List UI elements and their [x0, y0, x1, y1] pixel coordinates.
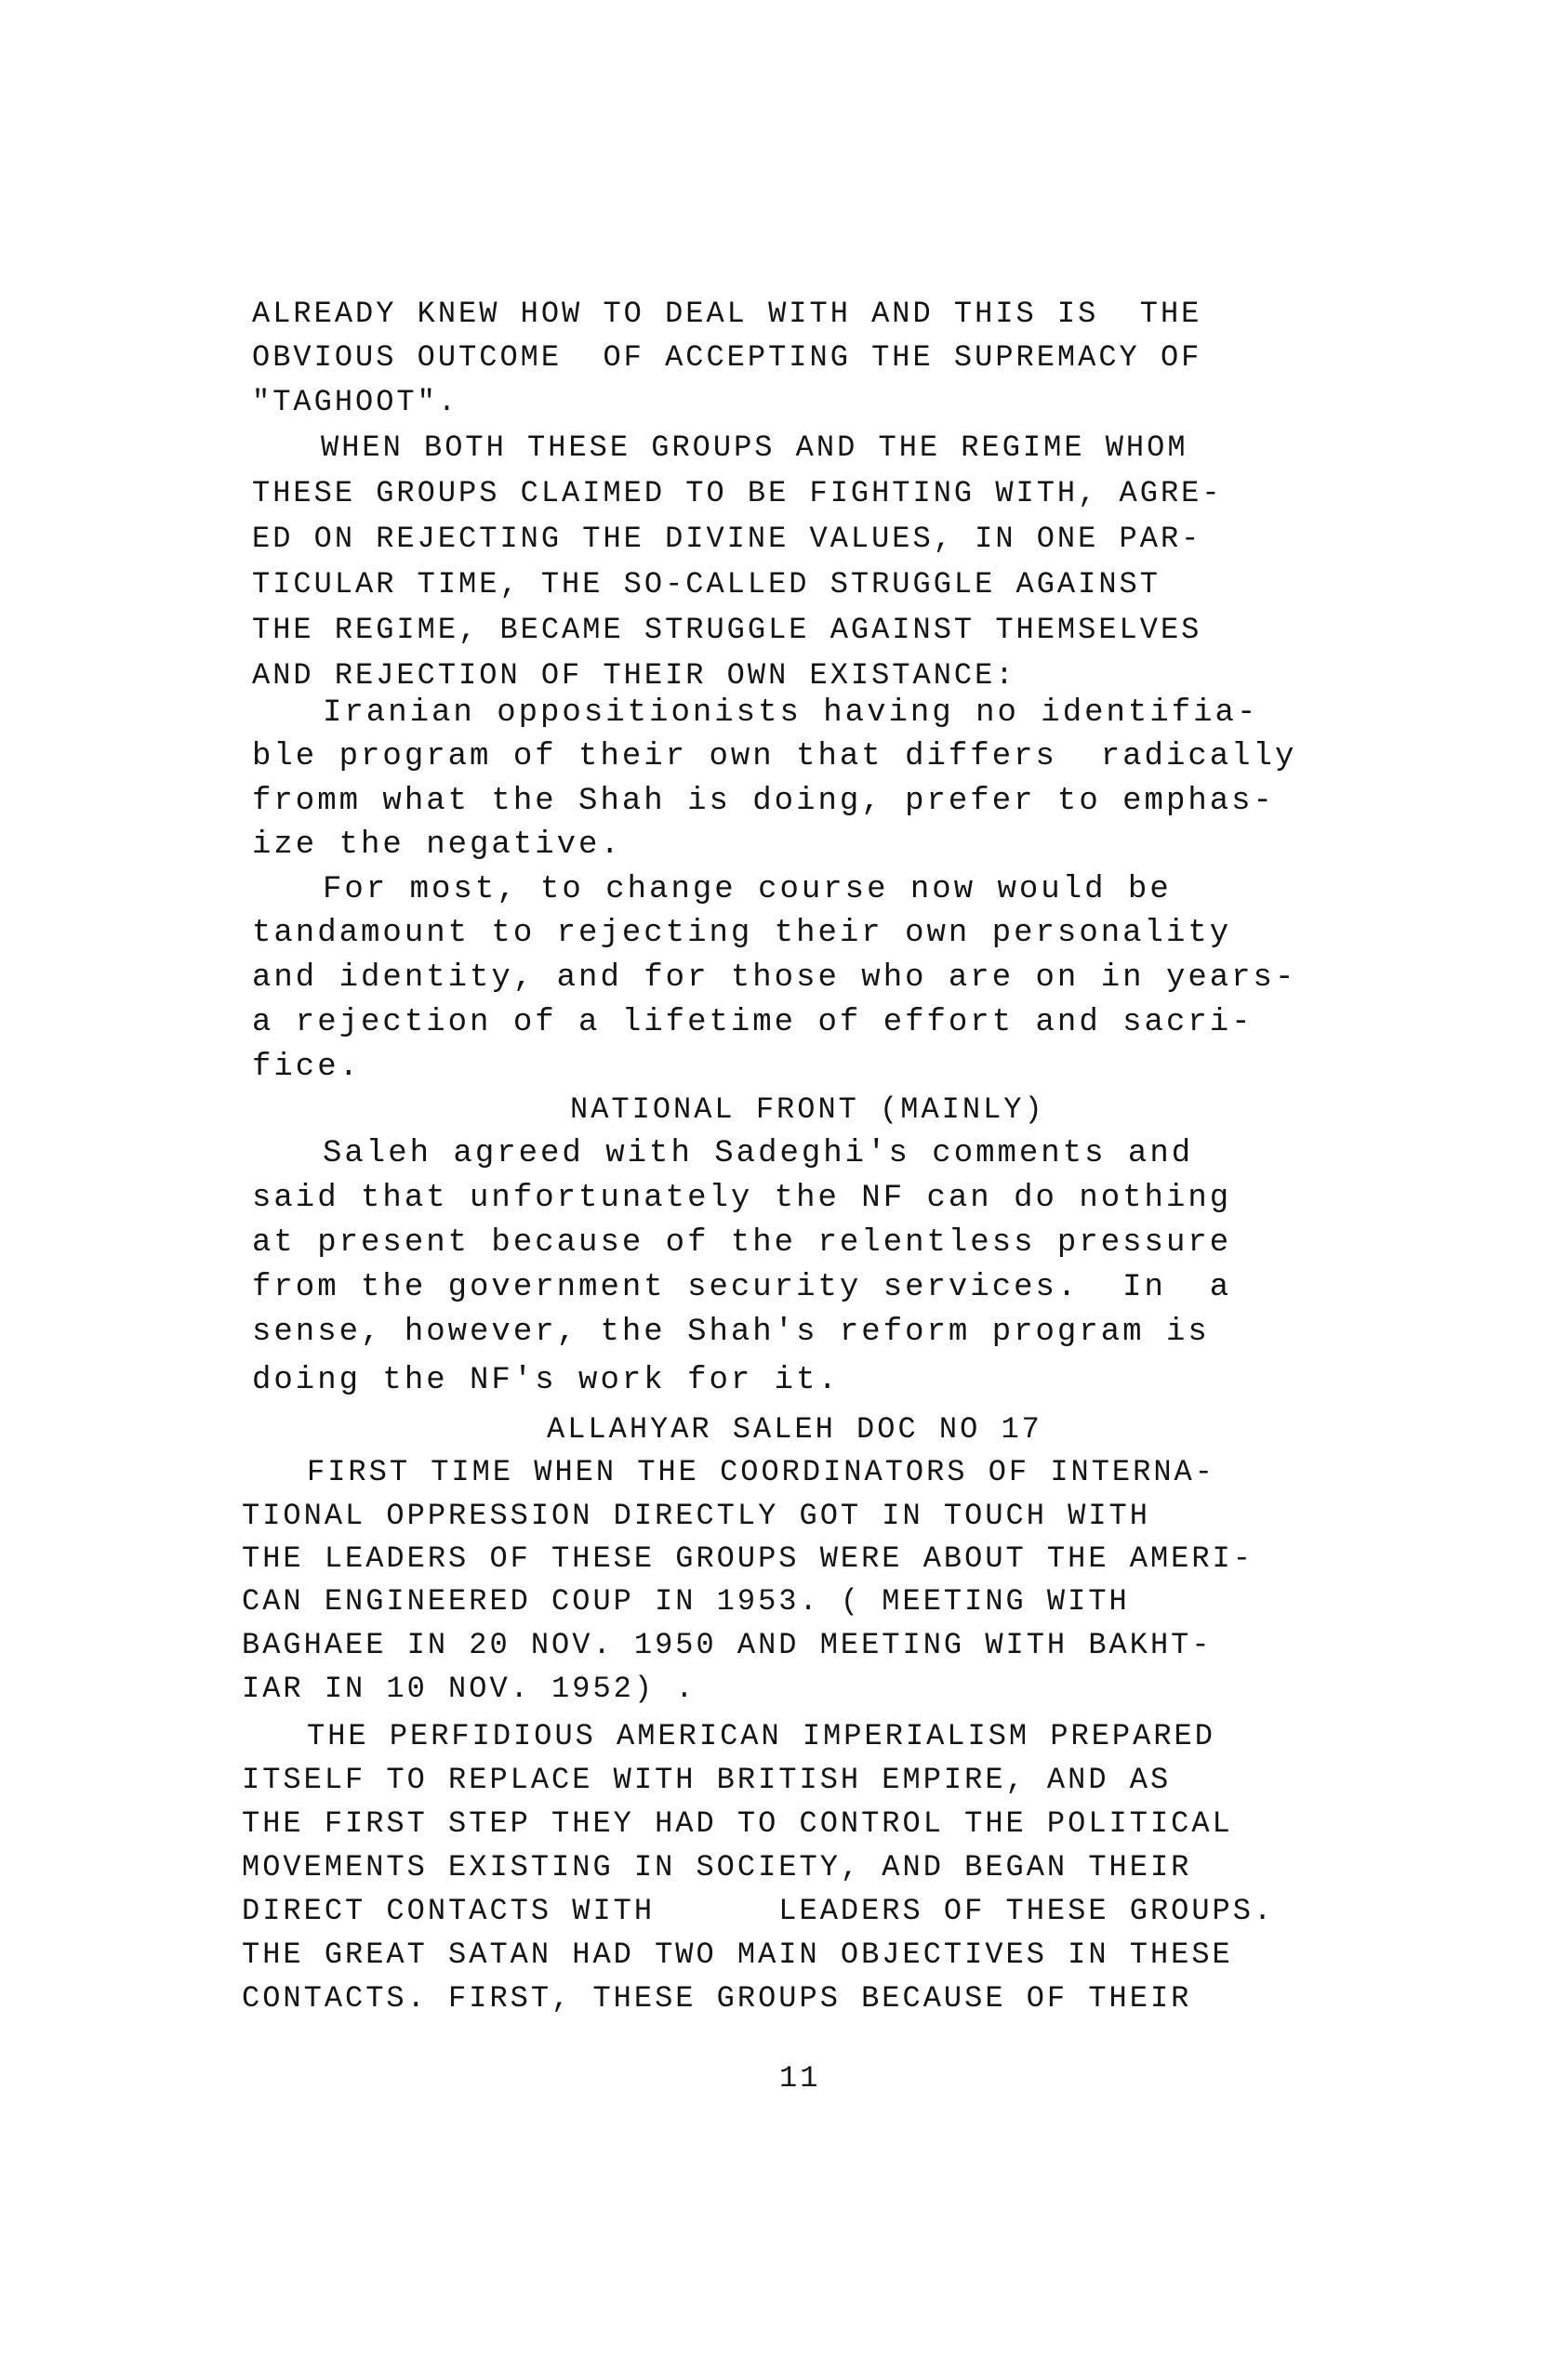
text-line: from the government security services. In a [252, 1270, 1232, 1305]
text-line: THE REGIME, BECAME STRUGGLE AGAINST THEMSELVES [252, 613, 1202, 647]
text-line: doing the NF's work for it. [252, 1363, 840, 1398]
text-line: ITSELF TO REPLACE WITH BRITISH EMPIRE, AND AS [242, 1763, 1172, 1797]
text-line: ED ON REJECTING THE DIVINE VALUES, IN ONE PAR- [252, 522, 1202, 556]
text-line: said that unfortunately the NF can do nothing [252, 1181, 1232, 1216]
page-number: 11 [779, 2061, 821, 2096]
text-line: sense, however, the Shah's reform program is [252, 1315, 1210, 1350]
text-line: ALREADY KNEW HOW TO DEAL WITH AND THIS IS THE [252, 297, 1202, 331]
text-line: a rejection of a lifetime of effort and sacri- [252, 1005, 1254, 1040]
text-line: Iranian oppositionists having no identifia- [323, 695, 1259, 731]
text-line: THE FIRST STEP THEY HAD TO CONTROL THE POLITICAL [242, 1806, 1233, 1841]
text-line: THE LEADERS OF THESE GROUPS WERE ABOUT THE AMERI- [242, 1541, 1254, 1576]
section-heading: NATIONAL FRONT (MAINLY) [570, 1092, 1045, 1127]
text-line: "TAGHOOT". [252, 385, 459, 419]
text-line: IAR IN 10 NOV. 1952) . [242, 1672, 697, 1706]
text-line: fromm what the Shah is doing, prefer to emphas- [252, 784, 1275, 819]
text-line: THESE GROUPS CLAIMED TO BE FIGHTING WITH, AGRE- [252, 476, 1223, 510]
text-line: tandamount to rejecting their own personality [252, 916, 1232, 951]
text-line: ble program of their own that differs radically [252, 739, 1297, 774]
text-line: AND REJECTION OF THEIR OWN EXISTANCE: [252, 658, 1016, 693]
text-line: WHEN BOTH THESE GROUPS AND THE REGIME WHOM [321, 430, 1188, 465]
text-line: TIONAL OPPRESSION DIRECTLY GOT IN TOUCH WITH [242, 1499, 1150, 1533]
text-line: MOVEMENTS EXISTING IN SOCIETY, AND BEGAN THEIR [242, 1850, 1192, 1884]
text-line: CONTACTS. FIRST, THESE GROUPS BECAUSE OF THEIR [242, 1981, 1192, 2016]
text-line: CAN ENGINEERED COUP IN 1953. ( MEETING WITH [242, 1584, 1130, 1619]
text-line: THE PERFIDIOUS AMERICAN IMPERIALISM PREPARED [307, 1719, 1215, 1753]
text-line: DIRECT CONTACTS WITH LEADERS OF THESE GROUPS. [242, 1894, 1275, 1928]
text-line: FIRST TIME WHEN THE COORDINATORS OF INTERNA- [307, 1455, 1215, 1489]
text-line: OBVIOUS OUTCOME OF ACCEPTING THE SUPREMACY OF [252, 340, 1202, 375]
text-line: TICULAR TIME, THE SO-CALLED STRUGGLE AGAINST [252, 567, 1161, 602]
text-line: BAGHAEE IN 20 NOV. 1950 AND MEETING WITH BAKHT- [242, 1628, 1213, 1662]
section-heading: ALLAHYAR SALEH DOC NO 17 [547, 1412, 1042, 1447]
text-line: and identity, and for those who are on in years- [252, 960, 1297, 996]
text-line: Saleh agreed with Sadeghi's comments and [323, 1136, 1194, 1171]
text-line: THE GREAT SATAN HAD TWO MAIN OBJECTIVES IN THESE [242, 1937, 1233, 1972]
text-line: at present because of the relentless pressure [252, 1225, 1232, 1261]
text-line: fice. [252, 1050, 362, 1085]
text-line: ize the negative. [252, 827, 622, 863]
text-line: For most, to change course now would be [323, 872, 1172, 907]
